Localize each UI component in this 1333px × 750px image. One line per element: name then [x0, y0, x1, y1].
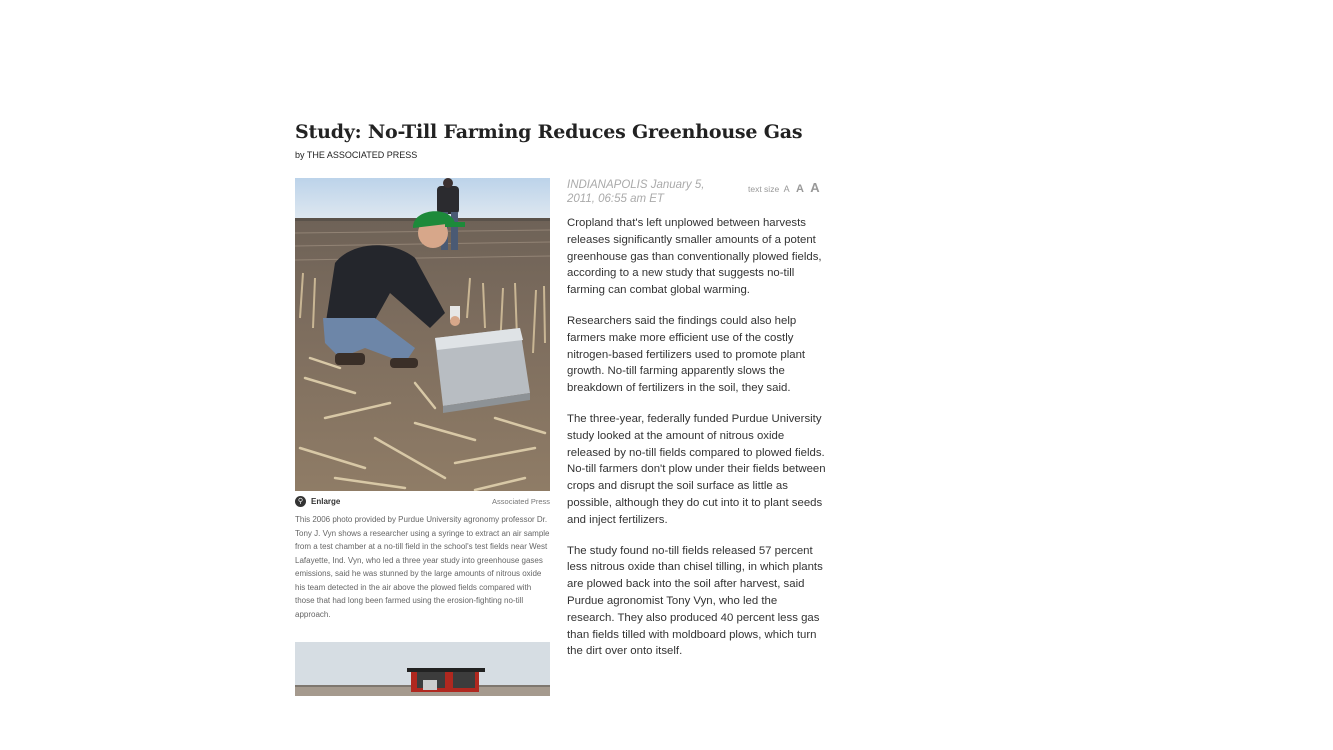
byline: by THE ASSOCIATED PRESS [295, 150, 418, 160]
article-paragraph: Cropland that's left unplowed between harvests releases significantly smaller amounts of a potent greenhouse gas than conventionally plowed fields, according to a new study that suggests no-till farming can combat global warming. [567, 217, 822, 297]
dateline: INDIANAPOLIS January 5, 2011, 06:55 am ET [567, 179, 705, 205]
text-size-medium-button[interactable]: A [795, 183, 804, 195]
photo-caption: This 2006 photo provided by Purdue University agronomy professor Dr. Tony J. Vyn shows a researcher using a syringe to extract an air sample from a test chamber at a no-till field in the school's test fields near West Lafayette, Ind. Vyn, who led a three year study into greenhouse gases emissions, said he was stunned by the large amounts of nitrous oxide his team detected in the air above the plowed fields compared with those that had long been farmed using the erosion-fighting no-till approach. [295, 515, 550, 619]
article-paragraph: The study found no-till fields released 57 percent less nitrous oxide than chisel tilling, in which plants are plowed back into the soil after harvest, said Purdue agronomist Tony Vyn, who led the research. They also produced 40 percent less gas than fields tilled with moldboard plows, which turn the dirt over onto itself. [567, 544, 823, 658]
article-paragraph: Researchers said the findings could also help farmers make more efficient use of the costly nitrogen-based fertilizers used to promote plant growth. No-till farming apparently slows the breakdown of fertilizers in the soil, they said. [567, 314, 806, 395]
photo-credit: Associated Press [492, 497, 550, 506]
article-paragraph: The three-year, federally funded Purdue University study looked at the amount of nitrous oxide released by no-till fields compared to plowed fields. No-till farmers don't plow under their fields between crops and disrupt the soil surface as little as possible, although they do cut into it to plant seeds and inject fertilizers. [567, 412, 826, 526]
text-size-label: text size [748, 184, 780, 194]
article-body [567, 178, 827, 660]
second-photo[interactable] [295, 642, 550, 696]
enlarge-label: Enlarge [311, 497, 341, 506]
article-headline: Study: No-Till Farming Reduces Greenhouse Gas [295, 121, 803, 143]
text-size-large-button[interactable]: A [810, 180, 820, 195]
text-size-control [748, 180, 820, 195]
text-size-small-button[interactable]: A [783, 184, 790, 194]
article-photo[interactable] [295, 178, 550, 491]
magnify-icon: ⚲ [295, 496, 306, 507]
photo-column [295, 178, 550, 621]
photo-meta [295, 495, 550, 511]
enlarge-button[interactable] [295, 496, 340, 507]
